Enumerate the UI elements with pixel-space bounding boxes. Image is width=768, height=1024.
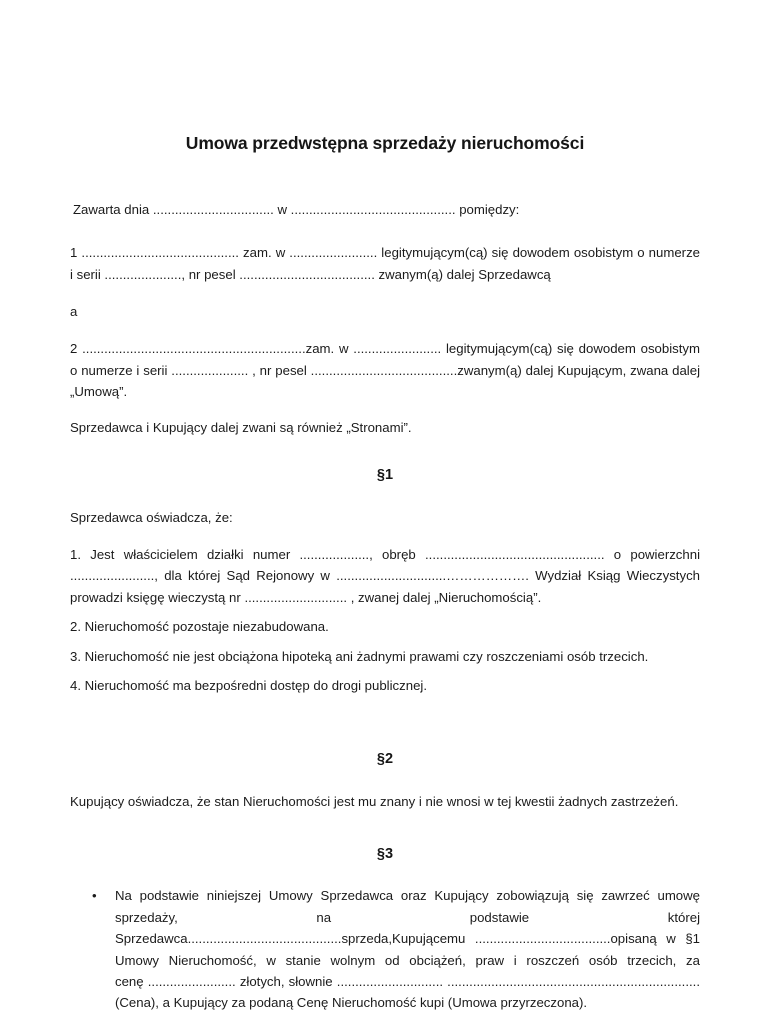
intro-party-2: 2 .............................................................zam. w ........................ legitymującym(cą) się dowodem osobistym o numerze i serii ..................... , nr pesel ........................................zwanym(ą) dalej Kupującym, zwana dalej „Umową”. — [70, 341, 700, 400]
section-3-bullet-text — [115, 885, 700, 1013]
intro-date-line: Zawarta dnia ................................. w ............................................. pomiędzy: — [73, 201, 520, 217]
list-item: 1. Jest właścicielem działki numer ..................., obręb ................................................. o powierzchni ......................., dla której Sąd Rejonowy w ..............................………………. Wydział Ksiąg Wieczystych prowadzi księgę wieczystą nr ............................ , zwanej dalej „Nieruchomością”. — [70, 547, 700, 605]
section-2-body: Kupujący oświadcza, że stan Nieruchomości jest mu znany i nie wnosi w tej kwestii żadnych zastrzeżeń. — [70, 794, 679, 810]
section-1-lead: Sprzedawca oświadcza, że: — [70, 509, 233, 525]
section-heading-1: §1 — [376, 466, 394, 483]
bullet-line: Sprzedawca..........................................sprzeda,Kupującemu .....................................opisaną w §1 — [115, 931, 700, 947]
bullet-line: sprzedaży, na podstawie której — [115, 909, 700, 925]
list-item: 4. Nieruchomość ma bezpośredni dostęp do drogi publicznej. — [70, 677, 427, 693]
bullet-line: Na podstawie niniejszej Umowy Sprzedawca oraz Kupujący zobowiązują się zawrzeć umowę — [115, 888, 700, 904]
bullet-line: cenę ........................ złotych, słownie ............................. ..................................................................... — [115, 973, 700, 989]
intro-parties-note: Sprzedawca i Kupujący dalej zwani są również „Stronami”. — [70, 419, 412, 435]
section-1-list — [70, 544, 700, 696]
intro-party-1: 1 ........................................... zam. w ........................ legitymującym(cą) się dowodem osobistym o numerze i serii ....................., nr pesel ..................................... zwanym(ą) dalej Sprzedawcą — [70, 245, 700, 282]
bullet-marker-icon: • — [92, 888, 97, 904]
bullet-line: Umowy Nieruchomość, w stanie wolnym od obciążeń, praw i roszczeń osób trzecich, za — [115, 952, 700, 968]
list-item: 2. Nieruchomość pozostaje niezabudowana. — [70, 619, 329, 635]
section-3-bullet-item — [70, 885, 700, 1013]
document-content — [70, 0, 700, 1014]
section-heading-3: §3 — [376, 845, 394, 862]
bullet-line: (Cena), a Kupujący za podaną Cenę Nieruchomość kupi (Umowa przyrzeczona). — [115, 995, 588, 1011]
intro-conjunction: a — [70, 304, 78, 319]
page-title: Umowa przedwstępna sprzedaży nieruchomości — [185, 133, 585, 153]
section-heading-2: §2 — [376, 751, 394, 768]
list-item: 3. Nieruchomość nie jest obciążona hipoteką ani żadnymi prawami czy roszczeniami osób trzecich. — [70, 648, 649, 664]
